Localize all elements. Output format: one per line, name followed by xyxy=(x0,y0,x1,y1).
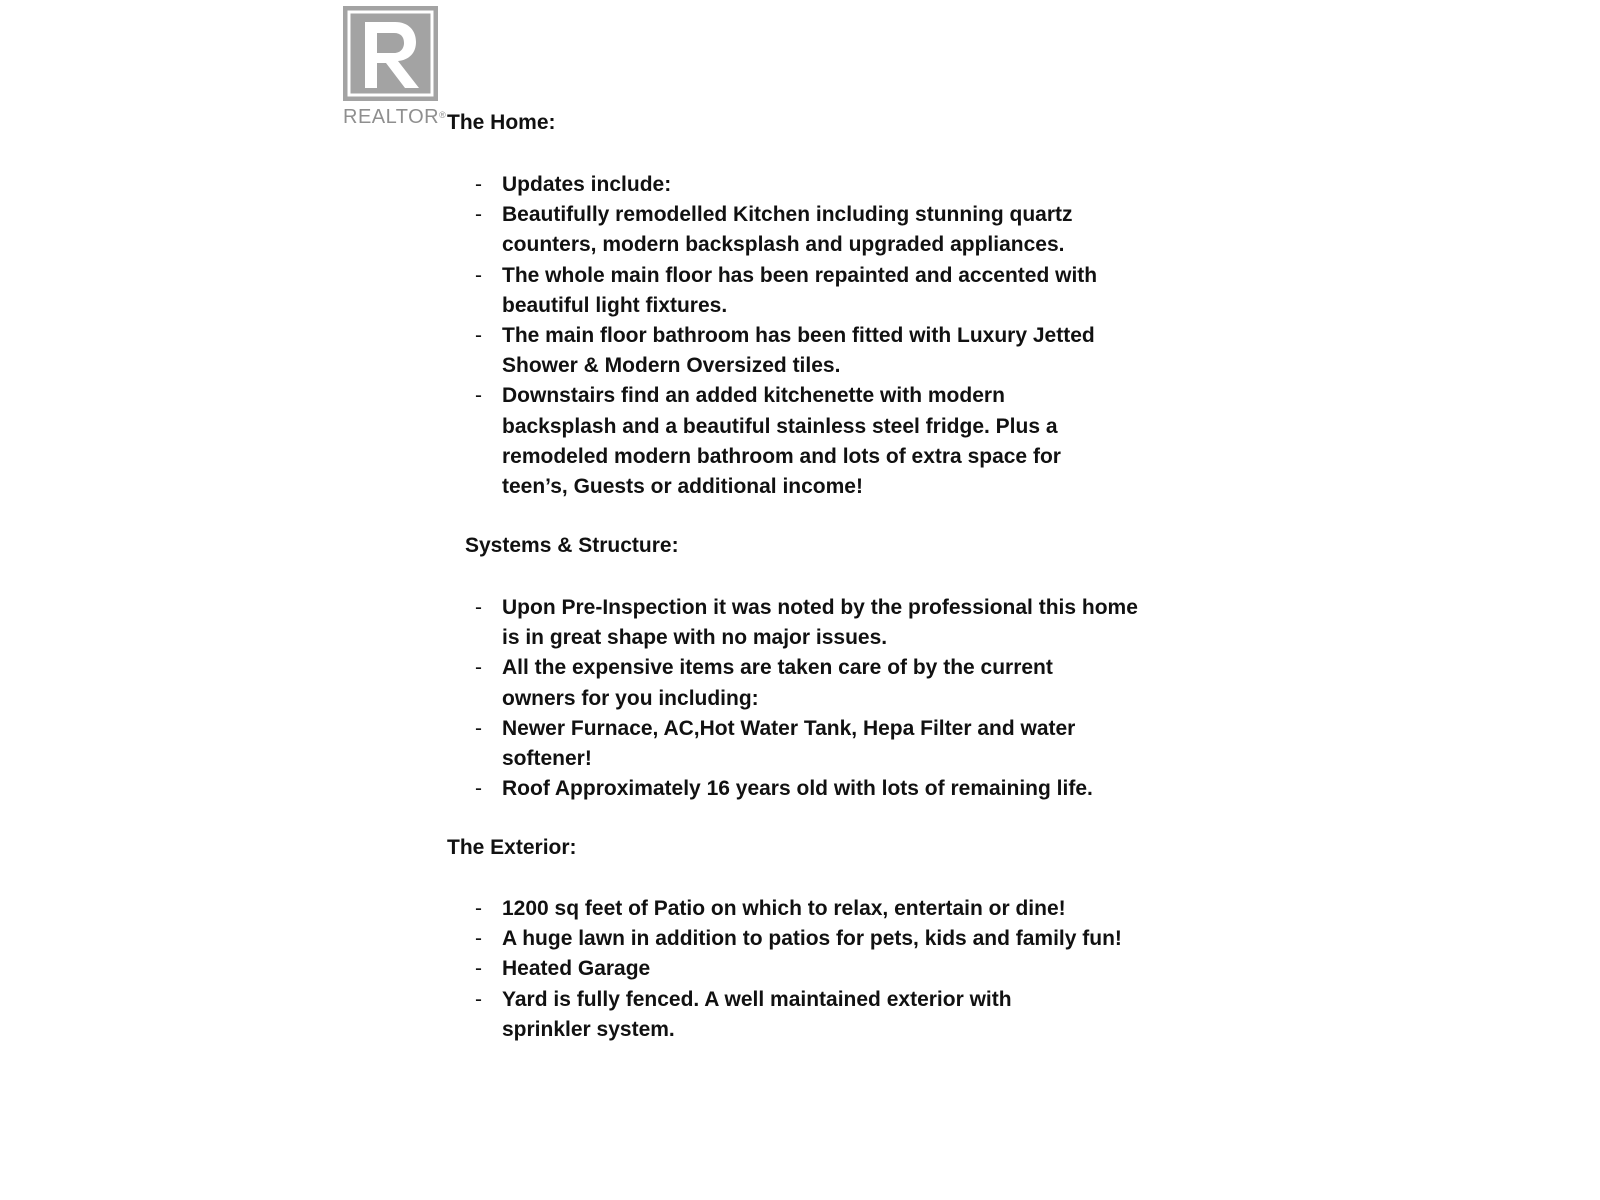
list-systems-structure xyxy=(475,593,1162,804)
bullet-dash: - xyxy=(475,203,482,227)
bullet-dash: - xyxy=(475,716,482,740)
list-item xyxy=(475,774,1162,804)
bullet-dash: - xyxy=(475,897,482,920)
list-item xyxy=(475,714,1142,774)
bullet-dash: - xyxy=(475,987,482,1011)
list-item-text: Roof Approximately 16 years old with lots of remaining life. xyxy=(502,777,1093,801)
bullet-dash: - xyxy=(475,957,482,981)
list-item-text: Beautifully remodelled Kitchen including stunning quartz counters, modern backsplash and upgraded appliances. xyxy=(502,203,1073,257)
bullet-dash: - xyxy=(475,656,482,680)
list-item-text: Updates include: xyxy=(502,173,672,196)
list-item xyxy=(475,381,1122,502)
list-item-text: 1200 sq feet of Patio on which to relax, entertain or dine! xyxy=(502,897,1066,920)
section-heading-the-home: The Home: xyxy=(447,111,556,134)
list-item xyxy=(475,321,1162,381)
list-item xyxy=(475,653,1122,713)
list-the-home xyxy=(475,170,1162,502)
bullet-dash: - xyxy=(475,596,482,619)
list-item xyxy=(475,985,1092,1045)
bullet-dash: - xyxy=(475,263,482,287)
list-item-text: The whole main floor has been repainted and accented with beautiful light fixtures. xyxy=(502,263,1098,317)
list-item xyxy=(475,261,1162,321)
list-item-text: The main floor bathroom has been fitted with Luxury Jetted Shower & Modern Oversized tiles. xyxy=(502,324,1095,378)
realtor-wordmark: REALTOR xyxy=(343,106,440,128)
bullet-dash: - xyxy=(475,777,482,801)
section-heading-systems-structure: Systems & Structure: xyxy=(465,534,679,557)
section-heading-the-exterior: The Exterior: xyxy=(447,836,577,859)
list-item-text: Heated Garage xyxy=(502,957,651,981)
list-the-exterior xyxy=(475,894,1162,1045)
list-item xyxy=(475,924,1142,954)
bullet-dash: - xyxy=(475,927,482,951)
registered-mark: ® xyxy=(439,110,447,120)
list-item xyxy=(475,894,1162,924)
list-item-text: A huge lawn in addition to patios for pets, kids and family fun! xyxy=(502,927,1122,951)
list-item-text: All the expensive items are taken care of by the current owners for you including: xyxy=(502,656,1053,710)
list-item xyxy=(475,954,1162,984)
bullet-dash: - xyxy=(475,173,482,196)
list-item-text: Newer Furnace, AC,Hot Water Tank, Hepa Filter and water softener! xyxy=(502,716,1076,771)
list-item xyxy=(475,170,1162,200)
bullet-dash: - xyxy=(475,324,482,348)
list-item-text: Yard is fully fenced. A well maintained exterior with sprinkler system. xyxy=(502,987,1012,1041)
list-item xyxy=(475,593,1142,653)
list-item-text: Upon Pre-Inspection it was noted by the professional this home is in great shape with no major issues. xyxy=(502,596,1138,650)
list-item xyxy=(475,200,1162,260)
list-item-text: Downstairs find an added kitchenette with modern backsplash and a beautiful stainless steel fridge. Plus a remodeled modern bathroom and lots of extra space for teen’s, Guests or additional income! xyxy=(502,384,1061,499)
bullet-dash: - xyxy=(475,384,482,408)
